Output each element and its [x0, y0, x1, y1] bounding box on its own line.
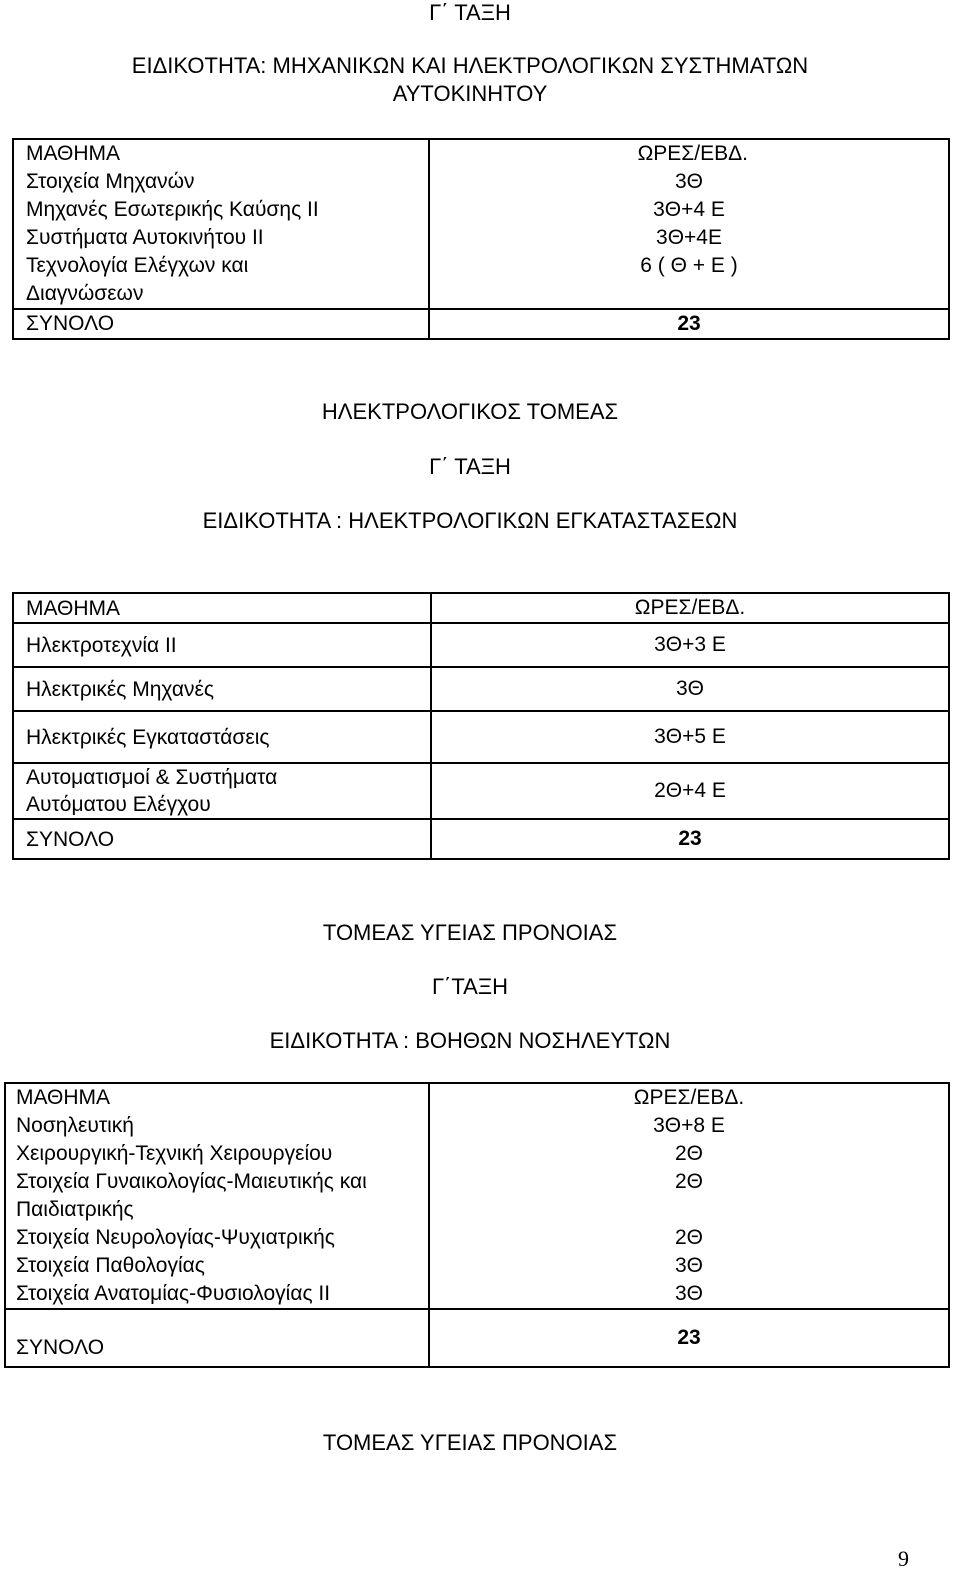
- total-label: ΣΥΝΟΛΟ: [13, 309, 429, 339]
- section1-specialty-line1: ΕΙΔΙΚΟΤΗΤΑ: ΜΗΧΑΝΙΚΩΝ ΚΑΙ ΗΛΕΚΤΡΟΛΟΓΙΚΩΝ ΣΥΣΤΗΜΑΤΩΝ: [131, 53, 809, 78]
- section2-class-title: Γ΄ ΤΑΞΗ: [429, 454, 511, 479]
- subject-line1: Τεχνολογία Ελέγχων και: [26, 254, 249, 277]
- table-row: [13, 224, 949, 252]
- subject-cell: Συστήματα Αυτοκινήτου ΙΙ: [13, 224, 429, 252]
- table-row: [13, 252, 949, 309]
- table-row: [5, 1112, 949, 1140]
- hours-cell: 2Θ: [429, 1140, 949, 1168]
- hours-cell: 2Θ: [429, 1168, 949, 1224]
- section2-sector-title: ΗΛΕΚΤΡΟΛΟΓΙΚΟΣ ΤΟΜΕΑΣ: [321, 399, 619, 424]
- subject-cell: Στοιχεία Μηχανών: [13, 168, 429, 196]
- table-header-row: [5, 1083, 949, 1112]
- subject-cell: Νοσηλευτική: [5, 1112, 429, 1140]
- section3-specialty: ΕΙΔΙΚΟΤΗΤΑ : ΒΟΗΘΩΝ ΝΟΣΗΛΕΥΤΩΝ: [269, 1028, 671, 1053]
- table-header-row: [13, 139, 949, 168]
- subject-cell: Ηλεκτρικές Εγκαταστάσεις: [13, 711, 431, 763]
- header-subject: ΜΑΘΗΜΑ: [5, 1083, 429, 1112]
- section2-specialty: ΕΙΔΙΚΟΤΗΤΑ : ΗΛΕΚΤΡΟΛΟΓΙΚΩΝ ΕΓΚΑΤΑΣΤΑΣΕΩΝ: [202, 508, 738, 533]
- hours-cell: 3Θ: [429, 1280, 949, 1309]
- total-value: 23: [429, 309, 949, 339]
- table-header-row: [13, 593, 949, 623]
- table-row: [13, 711, 949, 763]
- section3-sector-title: ΤΟΜΕΑΣ ΥΓΕΙΑΣ ΠΡΟΝΟΙΑΣ: [322, 920, 618, 945]
- subject-cell: Ηλεκτρικές Μηχανές: [13, 667, 431, 711]
- section3-class-title: Γ΄ΤΑΞΗ: [431, 974, 509, 999]
- total-value: 23: [429, 1309, 949, 1367]
- table-row: [13, 623, 949, 667]
- table-row: [13, 168, 949, 196]
- table-row: [13, 196, 949, 224]
- hours-cell: 2Θ: [429, 1224, 949, 1252]
- total-label: ΣΥΝΟΛΟ: [5, 1309, 429, 1367]
- table-row: [5, 1224, 949, 1252]
- page-number: 9: [898, 1546, 909, 1571]
- subject-line1: Αυτοματισμοί & Συστήματα: [26, 766, 278, 789]
- subject-cell: Στοιχεία Ανατομίας-Φυσιολογίας ΙΙ: [5, 1280, 429, 1309]
- section3-table: [4, 1082, 950, 1368]
- subject-cell: Στοιχεία Νευρολογίας-Ψυχιατρικής: [5, 1224, 429, 1252]
- section1-specialty-line2: ΑΥΤΟΚΙΝΗΤΟΥ: [392, 81, 548, 106]
- subject-line1: Στοιχεία Γυναικολογίας-Μαιευτικής και: [16, 1170, 367, 1193]
- hours-cell: 2Θ+4 Ε: [431, 763, 949, 819]
- hours-cell: 3Θ+3 Ε: [431, 623, 949, 667]
- subject-cell: Στοιχεία Παθολογίας: [5, 1252, 429, 1280]
- table-row: [13, 667, 949, 711]
- subject-line2: Αυτόματου Ελέγχου: [26, 793, 211, 816]
- subject-cell: Χειρουργική-Τεχνική Χειρουργείου: [5, 1140, 429, 1168]
- hours-cell: 3Θ: [429, 168, 949, 196]
- subject-line2: Παιδιατρικής: [16, 1198, 134, 1221]
- total-row: [5, 1309, 949, 1367]
- hours-cell: 3Θ+4 Ε: [429, 196, 949, 224]
- section1-table: [12, 138, 950, 340]
- table-row: [5, 1168, 949, 1224]
- subject-line2: Διαγνώσεων: [26, 282, 144, 305]
- total-value: 23: [431, 819, 949, 859]
- subject-cell: Ηλεκτροτεχνία ΙΙ: [13, 623, 431, 667]
- subject-cell: [5, 1168, 429, 1224]
- subject-cell: [13, 763, 431, 819]
- total-label: ΣΥΝΟΛΟ: [13, 819, 431, 859]
- header-hours: ΩΡΕΣ/ΕΒΔ.: [429, 1083, 949, 1112]
- hours-cell: 3Θ+8 Ε: [429, 1112, 949, 1140]
- total-row: [13, 819, 949, 859]
- section4-sector-title: ΤΟΜΕΑΣ ΥΓΕΙΑΣ ΠΡΟΝΟΙΑΣ: [322, 1430, 618, 1455]
- header-hours: ΩΡΕΣ/ΕΒΔ.: [431, 593, 949, 623]
- header-hours: ΩΡΕΣ/ΕΒΔ.: [429, 139, 949, 168]
- table-row: [5, 1252, 949, 1280]
- header-subject: ΜΑΘΗΜΑ: [13, 139, 429, 168]
- section1-class-title: Γ΄ ΤΑΞΗ: [429, 0, 511, 25]
- table-row: [13, 763, 949, 819]
- hours-cell: 6 ( Θ + Ε ): [429, 252, 949, 309]
- hours-cell: 3Θ: [431, 667, 949, 711]
- header-subject: ΜΑΘΗΜΑ: [13, 593, 431, 623]
- hours-cell: 3Θ: [429, 1252, 949, 1280]
- subject-cell: [13, 252, 429, 309]
- total-row: [13, 309, 949, 339]
- section2-table: [12, 592, 950, 860]
- hours-cell: 3Θ+5 Ε: [431, 711, 949, 763]
- subject-cell: Μηχανές Εσωτερικής Καύσης ΙΙ: [13, 196, 429, 224]
- hours-cell: 3Θ+4Ε: [429, 224, 949, 252]
- table-row: [5, 1280, 949, 1309]
- table-row: [5, 1140, 949, 1168]
